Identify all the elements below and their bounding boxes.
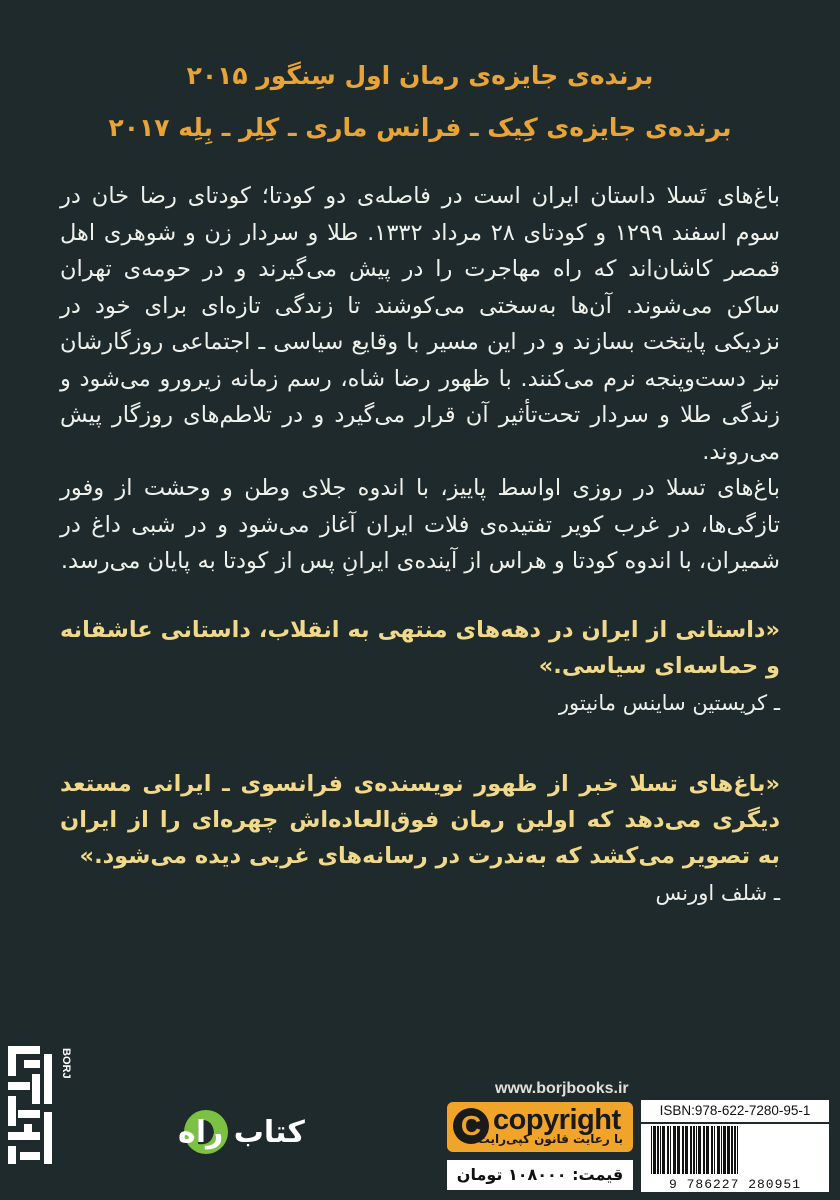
barcode-bar: [667, 1126, 669, 1174]
barcode-bar: [737, 1126, 738, 1174]
barcode-bar: [660, 1126, 661, 1174]
award-line-2: برنده‌ی جایزه‌ی کِیک ـ فرانس ماری ـ کِلِر ـ بِلِه ۲۰۱۷: [108, 113, 732, 142]
barcode-bar: [703, 1126, 705, 1174]
barcode-bar: [693, 1126, 695, 1174]
quote-source: ـ شلف اورنس: [655, 881, 780, 905]
barcode-bar: [721, 1126, 722, 1174]
ketabrah-wordmark: کتاب راه: [178, 1115, 305, 1150]
barcode-bar: [657, 1126, 659, 1174]
copyright-icon: C: [453, 1108, 489, 1144]
barcode-bar: [711, 1126, 713, 1174]
barcode-bar: [673, 1126, 676, 1174]
barcode-bar: [653, 1126, 656, 1174]
barcode-bar: [682, 1126, 684, 1174]
synopsis-paragraph-2: باغ‌های تسلا در روزی اواسط پاییز، با اندوه جلای وطن و وحشت از وفور تازگی‌ها، در غرب کویر تفتیده‌ی فلات ایران آغاز می‌شود و در شبی داغ در شمیران، با اندوه کودتا و هراس از آینده‌ی ایرانِ پس از کودتا به پایان می‌رسد.: [60, 475, 780, 574]
review-quote-2: [60, 766, 780, 910]
publisher-website: www.borjbooks.ir: [495, 1080, 629, 1097]
quote-text: «باغ‌های تسلا خبر از ظهور نویسنده‌ی فرانسوی ـ ایرانی مستعد دیگری می‌دهد که اولین رمان فوق‌العاده‌اش چهره‌ای را از ایران به تصویر می‌کشد که به‌ندرت در رسانه‌های غربی دیده می‌شود.»: [60, 771, 780, 869]
barcode-bar: [690, 1126, 692, 1174]
barcode-bar: [698, 1126, 701, 1174]
barcode-bar: [714, 1126, 715, 1174]
award-line-1: برنده‌ی جایزه‌ی رمان اول سِنگور ۲۰۱۵: [186, 61, 654, 90]
borj-maze-icon: [8, 1046, 52, 1164]
barcode-bar: [670, 1126, 671, 1174]
copyright-badge: [447, 1102, 633, 1152]
barcode-bar: [696, 1126, 697, 1174]
isbn-label: ISBN:978-622-7280-95-1: [641, 1100, 829, 1122]
barcode-bar: [706, 1126, 709, 1174]
barcode: [641, 1124, 829, 1192]
barcode-bar: [662, 1126, 665, 1174]
barcode-bar: [727, 1126, 730, 1174]
barcode-bars: [645, 1126, 825, 1174]
price-label: قیمت: ۱۰۸۰۰۰ تومان: [447, 1160, 633, 1190]
barcode-bar: [651, 1126, 652, 1174]
quote-source: ـ کریستین ساینس مانیتور: [558, 691, 780, 715]
barcode-bar: [677, 1126, 680, 1174]
barcode-digits: 9 786227 280951: [668, 1177, 802, 1192]
barcode-bar: [731, 1126, 733, 1174]
review-quote-1: [60, 612, 780, 720]
barcode-bar: [723, 1126, 726, 1174]
synopsis-paragraph-1: باغ‌های تَسلا داستان ایران است در فاصله‌ی دو کودتا؛ کودتای رضا خان در سوم اسفند ۱۲۹۹ و کودتای ۲۸ مرداد ۱۳۳۲. طلا و سردار زن و شوهری اهل قمصر کاشان‌اند که راه مهاجرت را در پیش می‌گیرند و در حومه‌ی تهران ساکن می‌شوند. آن‌ها به‌سختی می‌کوشند تا زندگی تازه‌ای برای خود در نزدیکی پایتخت بسازند و در این مسیر با وقایع سیاسی ـ اجتماعی روزگارشان نیز دست‌وپنجه نرم می‌کنند. با ظهور رضا شاه، رسم زمانه زیرورو می‌شود و زندگی طلا و سردار تحت‌تأثیر آن قرار می‌گیرد و در تلاطم‌های روزگار پیش می‌روند.: [60, 183, 781, 465]
synopsis: [60, 178, 780, 580]
quote-text: «داستانی از ایران در دهه‌های منتهی به انقلاب، داستانی عاشقانه و حماسه‌ای سیاسی.»: [60, 617, 780, 679]
copyright-word: copyright: [493, 1104, 621, 1136]
barcode-bar: [734, 1126, 736, 1174]
copyright-subtitle: با رعایت قانون کپی‌رایت: [477, 1132, 623, 1146]
barcode-bar: [685, 1126, 688, 1174]
awards-block: [40, 50, 800, 154]
publisher-logo: [6, 1040, 305, 1170]
barcode-bar: [717, 1126, 720, 1174]
imprint-label: BORJ: [60, 1048, 72, 1079]
